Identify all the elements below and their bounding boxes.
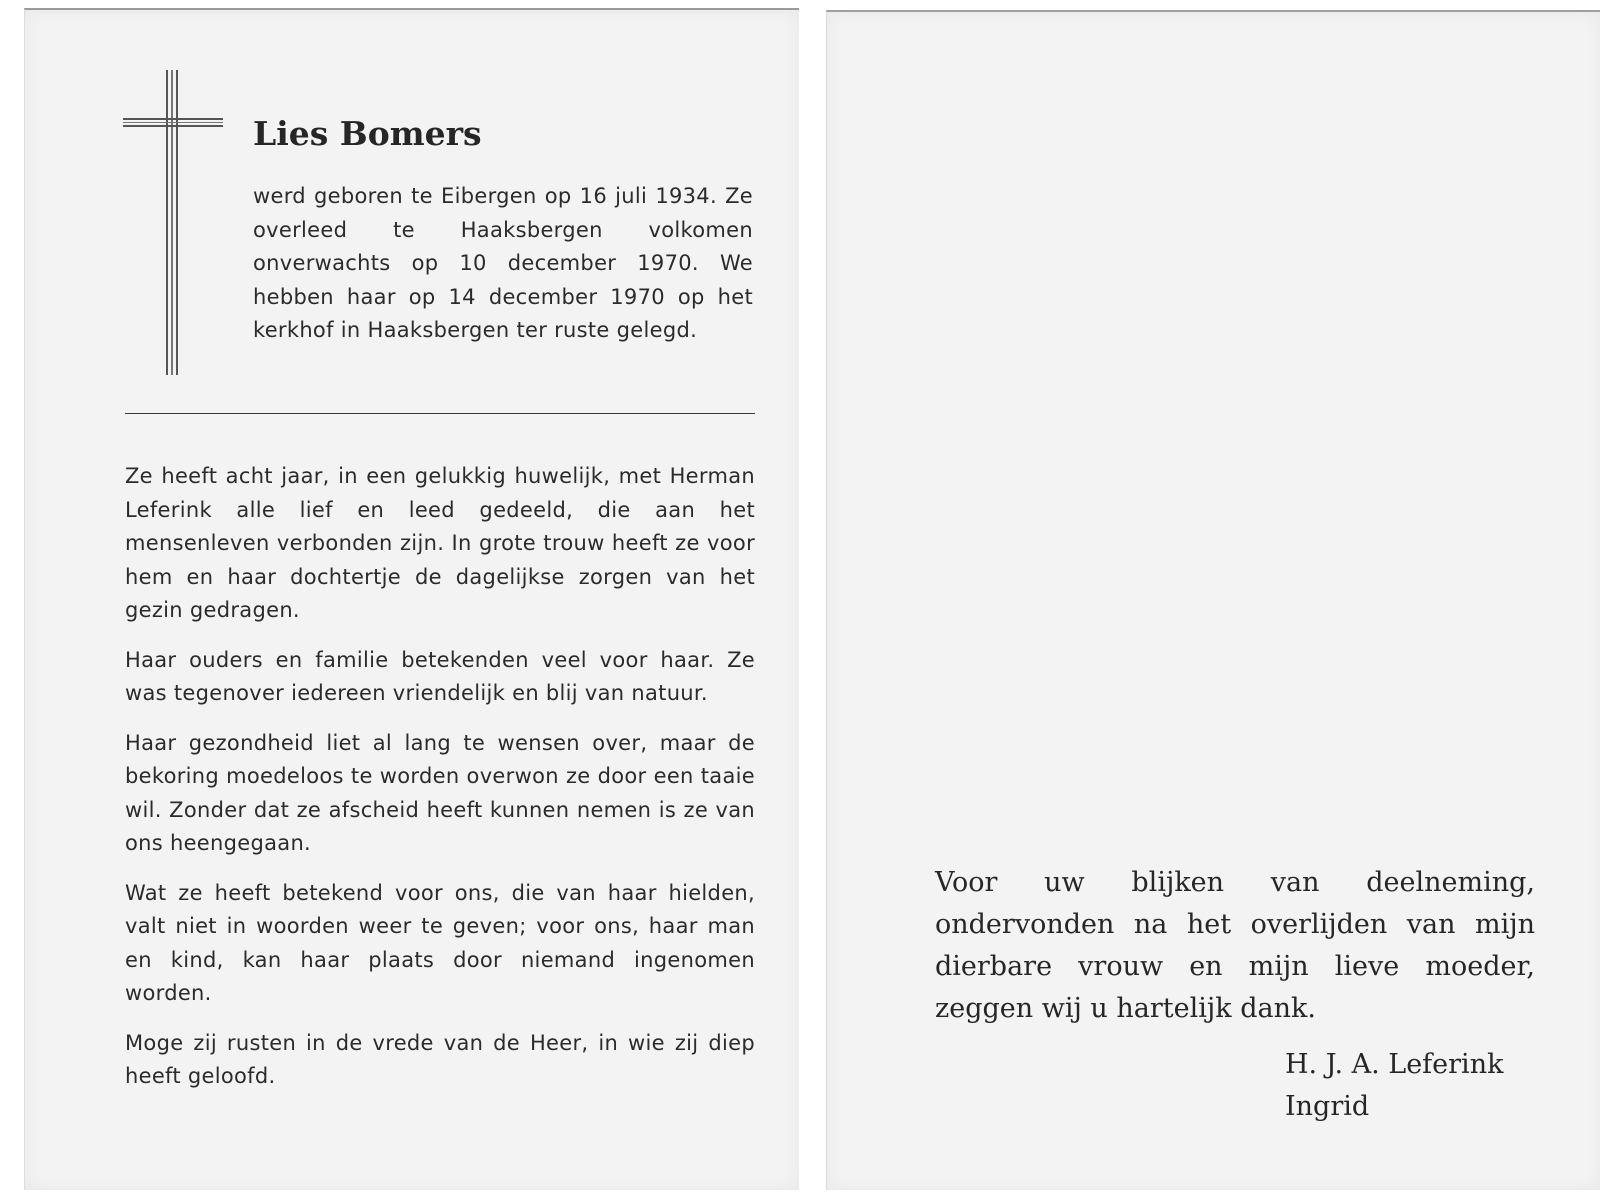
memorial-card-right (826, 10, 1600, 1190)
thank-you-text: Voor uw blijken van deelneming, ondervonden na het overlijden van mijn dierbare vrouw en mijn lieve moeder, zeggen wij u hartelijk dank. (935, 867, 1535, 1024)
memorial-text (125, 460, 755, 1110)
cross-bar-icon (123, 118, 223, 127)
memorial-card-left (24, 8, 799, 1190)
signature-block (1285, 1044, 1503, 1128)
paragraph-health: Haar gezondheid liet al lang te wensen over, maar de bekoring moedeloos te worden overwon ze door een taaie wil. Zonder dat ze afscheid heeft kunnen nemen is ze van ons heengegaan. (125, 730, 755, 855)
paragraph-prayer: Moge zij rusten in de vrede van de Heer, in wie zij diep heeft geloofd. (125, 1030, 755, 1088)
cross-icon (166, 70, 178, 375)
paragraph-meaning: Wat ze heeft betekend voor ons, die van haar hielden, valt niet in woorden weer te geven; voor ons, haar man en kind, kan haar plaats door niemand ingenomen worden. (125, 880, 755, 1005)
birth-death-intro: werd geboren te Eibergen op 16 juli 1934. Ze overleed te Haaksbergen volkomen onverwachts op 10 december 1970. We hebben haar op 14 december 1970 op het kerkhof in Haaksbergen ter ruste gelegd. (253, 184, 753, 342)
signature-child: Ingrid (1285, 1091, 1370, 1122)
paragraph-family: Haar ouders en familie betekenden veel voor haar. Ze was tegenover iedereen vriendelijk en blij van natuur. (125, 647, 755, 705)
paragraph-marriage: Ze heeft acht jaar, in een gelukkig huwelijk, met Herman Leferink alle lief en leed gedeeld, die aan het mensenleven verbonden zijn. In grote trouw heeft ze voor hem en haar dochtertje de dagelijkse zorgen van het gezin gedragen. (125, 464, 755, 622)
divider-line (125, 413, 755, 414)
signature-name: H. J. A. Leferink (1285, 1049, 1504, 1080)
deceased-name: Lies Bomers (253, 114, 482, 153)
